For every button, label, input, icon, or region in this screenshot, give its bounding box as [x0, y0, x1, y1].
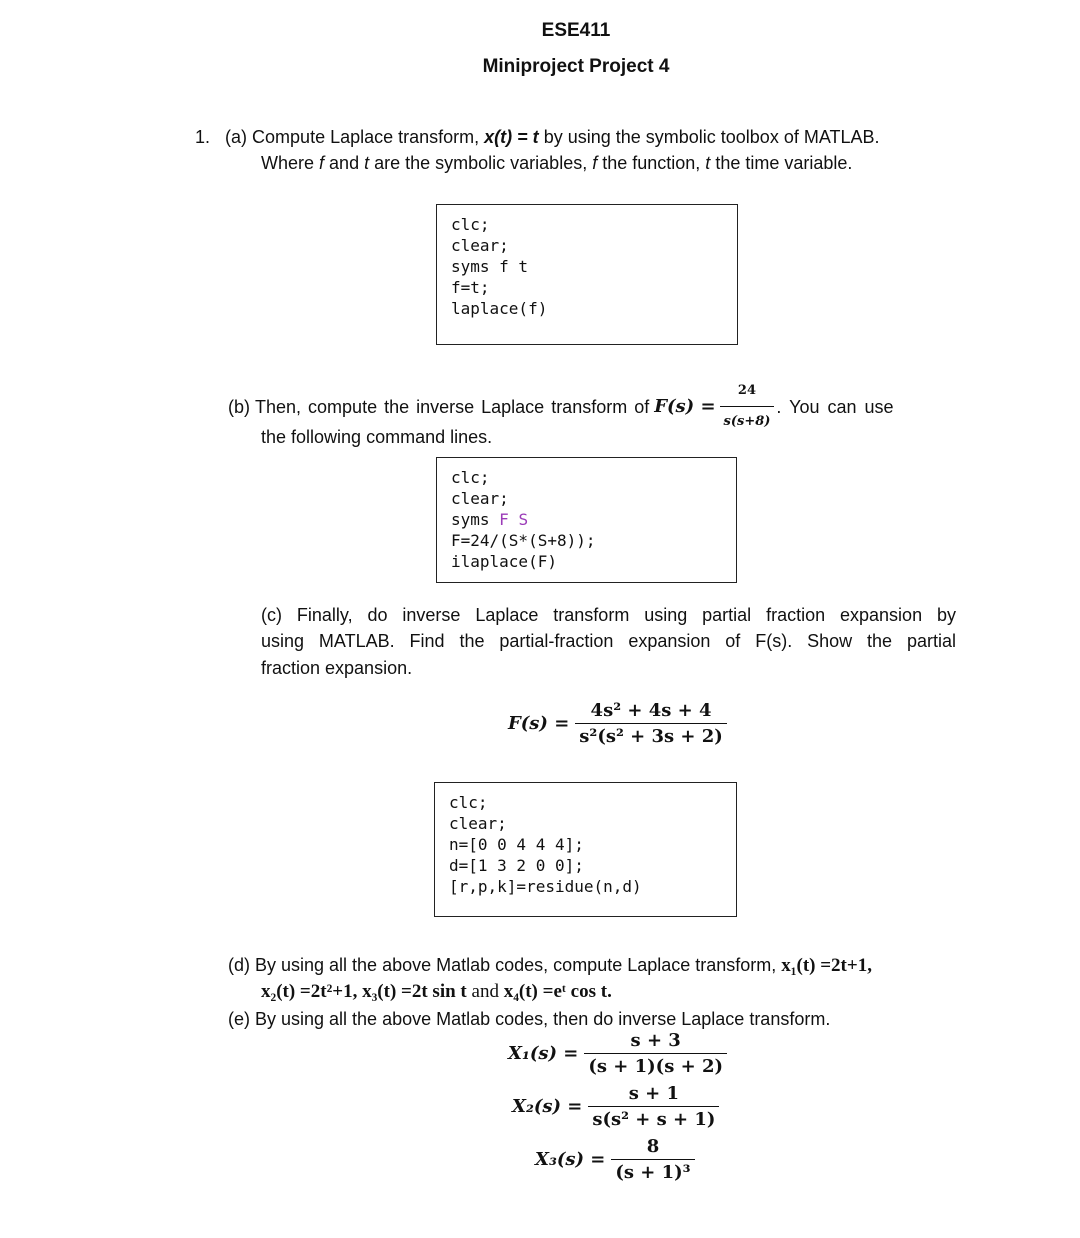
q1a-func: x(t) = t — [484, 127, 539, 147]
code-line: ilaplace(F) — [451, 552, 557, 571]
q1c-line2: using MATLAB. Find the partial-fraction expansion of F(s). Show the partial — [261, 631, 956, 651]
code-line: clc; — [451, 215, 490, 234]
q1a-l2a: Where — [261, 153, 320, 173]
q1b-den: s(s+8) — [720, 406, 775, 435]
q1a-l2-t: t — [364, 153, 370, 173]
q1e-eq2 — [512, 1083, 719, 1130]
q1d-line1 — [228, 952, 872, 979]
code-line: F=24/(S*(S+8)); — [451, 531, 596, 550]
q1a-line1 — [195, 124, 965, 150]
q1e-eq1 — [508, 1030, 727, 1077]
q1d-x4: x₄(t) =eᵗ cos t. — [503, 981, 612, 1002]
q1e-eq1-lhs: X₁(s) = — [508, 1043, 579, 1064]
q1d-text: (d) By using all the above Matlab codes, compute Laplace transform, — [228, 955, 782, 975]
q1c-den: s²(s² + 3s + 2) — [575, 723, 726, 747]
code-block-a — [436, 204, 738, 345]
code-sym-vars: F S — [499, 510, 529, 529]
code-line: laplace(f) — [451, 299, 548, 318]
code-line — [451, 509, 722, 530]
code-line: clear; — [451, 236, 509, 255]
q1e-eq3-den: (s + 1)³ — [611, 1159, 694, 1183]
code-line: n=[0 0 4 4 4]; — [449, 835, 584, 854]
q1a-l2-t2: t — [705, 153, 711, 173]
q1a-l2b: and — [324, 153, 365, 173]
q1e-eq1-num: s + 3 — [630, 1030, 681, 1051]
code-line: clc; — [451, 468, 490, 487]
code-line: d=[1 3 2 0 0]; — [449, 856, 584, 875]
q1b-lhs: F(s) = — [654, 395, 716, 417]
q1d-line2 — [261, 978, 612, 1005]
code-line: clear; — [451, 489, 509, 508]
q1c-line1: (c) Finally, do inverse Laplace transform using partial fraction expansion by — [261, 605, 956, 625]
q1c-fraction — [575, 700, 726, 747]
code-block-b — [436, 457, 737, 583]
q1e-eq3-fraction — [611, 1136, 694, 1183]
course-title: ESE411 — [541, 20, 611, 41]
q1b-text2: . You can use — [776, 396, 894, 417]
q1e-eq2-fraction — [588, 1083, 719, 1130]
q1b-part: (b) — [228, 396, 250, 417]
q1e-eq1-fraction — [584, 1030, 727, 1077]
q1a-part: (a) — [225, 127, 248, 147]
q1a-line2 — [261, 150, 852, 176]
q1e-eq3 — [535, 1136, 695, 1183]
code-line: syms f t — [451, 257, 529, 276]
project-title: Miniproject Project 4 — [482, 56, 670, 77]
code-line: clear; — [449, 814, 507, 833]
code-block-c — [434, 782, 737, 917]
q1c-num: 4s² + 4s + 4 — [590, 700, 712, 721]
q1e-eq2-num: s + 1 — [628, 1083, 680, 1104]
code-line: [r,p,k]=residue(n,d) — [449, 877, 642, 896]
q1b-num: 24 — [737, 383, 757, 398]
q1d-x1: x₁(t) =2t+1, — [781, 955, 872, 976]
q1e-text: (e) By using all the above Matlab codes, then do inverse Laplace transform. — [228, 1009, 831, 1029]
q1a-l2c: are the symbolic variables, — [369, 153, 593, 173]
q1b-fraction — [720, 378, 775, 435]
q1e-eq1-den: (s + 1)(s + 2) — [584, 1053, 727, 1077]
code-line: clc; — [449, 793, 488, 812]
q1e-eq2-den: s(s² + s + 1) — [588, 1106, 719, 1130]
q1a-text-after: by using the symbolic toolbox of MATLAB. — [538, 127, 880, 147]
q1e-eq2-lhs: X₂(s) = — [512, 1096, 583, 1117]
q1b-text1: Then, compute the inverse Laplace transform of — [255, 396, 650, 417]
q1a-l2-f2: f — [592, 153, 598, 173]
code-line: f=t; — [451, 278, 490, 297]
q1b-line2: the following command lines. — [261, 427, 493, 447]
q1a-l2-f: f — [319, 153, 325, 173]
q1a-l2e: the time variable. — [710, 153, 853, 173]
q1d-x2-x3: x₂(t) =2t²+1, x₃(t) =2t sin t — [261, 981, 467, 1002]
q1a-l2d: the function, — [597, 153, 706, 173]
q1-number: 1. — [195, 127, 211, 147]
q1e-eq3-lhs: X₃(s) = — [535, 1149, 606, 1170]
code-syms: syms — [451, 510, 500, 529]
q1a-text-before: Compute Laplace transform, — [252, 127, 485, 147]
q1c-line3: fraction expansion. — [261, 658, 413, 678]
q1c-equation — [508, 700, 727, 747]
q1c-lhs: F(s) = — [508, 713, 570, 734]
q1e-eq3-num: 8 — [646, 1136, 660, 1157]
q1d-and: and — [466, 981, 504, 1002]
